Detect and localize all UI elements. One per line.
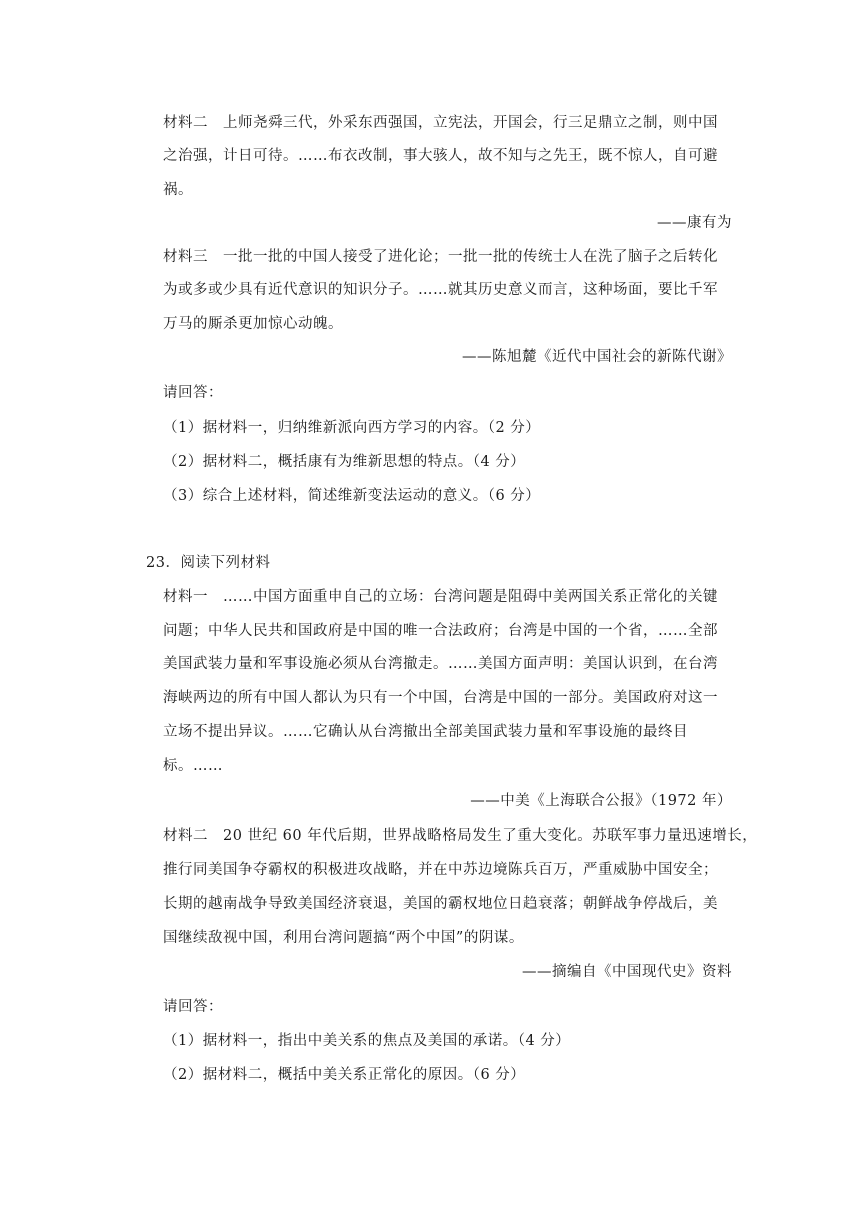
s23-m1-line-6: 标。…… — [163, 758, 223, 774]
s22-question-3: （3）综合上述材料，简述维新变法运动的意义。（6 分） — [163, 488, 541, 504]
s22-question-2: （2）据材料二，概括康有为维新思想的特点。（4 分） — [163, 454, 526, 470]
s23-m1-line-5: 立场不提出异议。……它确认从台湾撤出全部美国武装力量和军事设施的最终目 — [163, 724, 688, 740]
s22-m3-line-3: 万马的厮杀更加惊心动魄。 — [163, 316, 343, 332]
s23-m1-line-2: 问题；中华人民共和国政府是中国的唯一合法政府；台湾是中国的一个省，……全部 — [163, 623, 718, 639]
s22-prompt: 请回答： — [163, 385, 223, 401]
s23-m2-line-4: 国继续敌视中国，利用台湾问题搞“两个中国”的阴谋。 — [163, 930, 524, 946]
s23-prompt: 请回答： — [163, 999, 223, 1015]
s23-m1-line-4: 海峡两边的所有中国人都认为只有一个中国，台湾是中国的一部分。美国政府对这一 — [163, 690, 718, 706]
s22-m2-line-1: 材料二 上师尧舜三代，外采东西强国，立宪法，开国会，行三足鼎立之制，则中国 — [163, 115, 718, 131]
s23-question-1: （1）据材料一，指出中美关系的焦点及美国的承诺。（4 分） — [163, 1033, 571, 1049]
s23-m1-source: ——中美《上海联合公报》（1972 年） — [470, 793, 732, 809]
s22-m3-source: ——陈旭麓《近代中国社会的新陈代谢》 — [462, 349, 732, 365]
s23-m2-source: ——摘编自《中国现代史》资料 — [522, 964, 732, 980]
s23-m1-line-1: 材料一 ……中国方面重申自己的立场：台湾问题是阻碍中美两国关系正常化的关键 — [163, 589, 718, 605]
s23-question-2: （2）据材料二，概括中美关系正常化的原因。（6 分） — [163, 1067, 526, 1083]
s22-m3-line-1: 材料三 一批一批的中国人接受了进化论；一批一批的传统士人在洗了脑子之后转化 — [163, 249, 718, 265]
s22-question-1: （1）据材料一，归纳维新派向西方学习的内容。（2 分） — [163, 420, 541, 436]
s23-heading: 23．阅读下列材料 — [146, 555, 271, 571]
s23-m1-line-3: 美国武装力量和军事设施必须从台湾撤走。……美国方面声明：美国认识到，在台湾 — [163, 656, 718, 672]
s22-m2-line-3: 祸。 — [163, 182, 193, 198]
s23-m2-line-2: 推行同美国争夺霸权的积极进攻战略，并在中苏边境陈兵百万，严重威胁中国安全； — [163, 862, 718, 878]
s23-m2-line-3: 长期的越南战争导致美国经济衰退，美国的霸权地位日趋衰落；朝鲜战争停战后，美 — [163, 896, 718, 912]
s22-m3-line-2: 为或多或少具有近代意识的知识分子。……就其历史意义而言，这种场面，要比千军 — [163, 282, 718, 298]
s22-m2-source: ——康有为 — [657, 215, 732, 231]
s23-m2-line-1: 材料二 20 世纪 60 年代后期，世界战略格局发生了重大变化。苏联军事力量迅速增长， — [163, 828, 758, 844]
s22-m2-line-2: 之治强，计日可待。……布衣改制，事大骇人，故不知与之先王，既不惊人，自可避 — [163, 148, 718, 164]
